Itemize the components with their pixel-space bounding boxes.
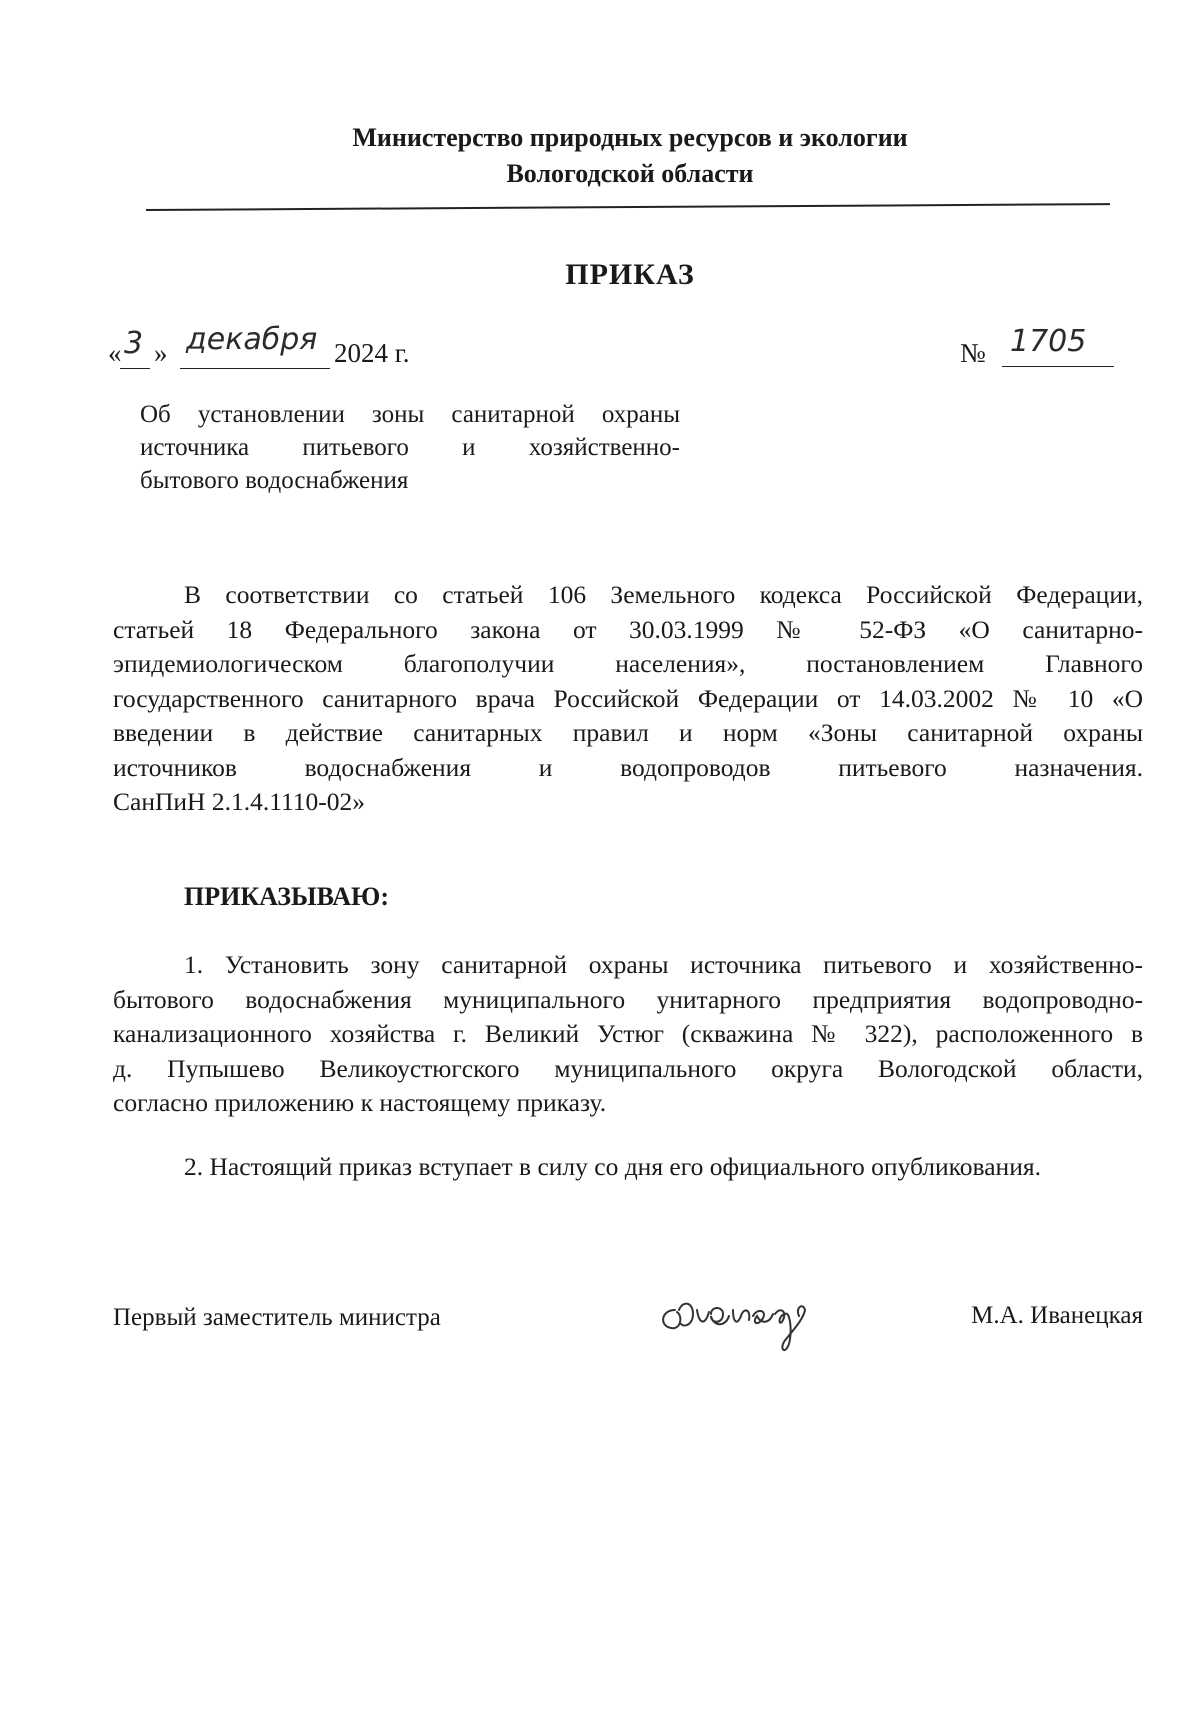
organization-name-line1: Министерство природных ресурсов и экологии [352,123,908,152]
handwritten-signature [653,1280,853,1360]
preamble-line: эпидемиологическом благополучии населения», постановлением Главного [113,649,1143,678]
date-year: 2024 г. [334,338,410,368]
item-line: канализационного хозяйства г. Великий Устюг (скважина № 322), расположенного в [113,1019,1143,1048]
item-line: д. Пупышево Великоустюгского муниципального округа Вологодской области, [113,1053,1143,1083]
signatory-name: М.А. Иванецкая [971,1302,1143,1329]
item-line: 2. Настоящий приказ вступает в силу со дня его официального опубликования. [184,1152,1041,1181]
number-handwritten: 1705 [1010,324,1087,359]
item-line: 1. Установить зону санитарной охраны источника питьевого и хозяйственно- [184,950,1143,979]
date-day-underline [120,368,150,369]
date-day-handwritten: 3 [124,326,144,361]
preamble-line: В соответствии со статьей 106 Земельного кодекса Российской Федерации, [184,580,1143,609]
order-directive-heading: ПРИКАЗЫВАЮ: [184,882,389,911]
header-divider [146,203,1110,211]
date-open-quote: « [108,338,122,368]
number-underline [1002,366,1114,367]
preamble-line: источников водоснабжения и водопроводов питьевого назначения. [113,752,1143,782]
preamble-line: СанПиН 2.1.4.1110-02» [113,787,366,816]
number-sign: № [960,338,986,368]
item-line: бытового водоснабжения муниципального унитарного предприятия водопроводно- [113,984,1143,1014]
order-item-2 [113,1150,1143,1185]
order-item-1 [113,948,1143,1121]
date-month-handwritten: декабря [186,322,318,357]
preamble-paragraph [113,578,1143,820]
preamble-line: государственного санитарного врача Российской Федерации от 14.03.2002 № 10 «О [113,683,1143,713]
order-date [108,322,488,370]
date-close-quote: » [154,338,168,368]
preamble-line: статьей 18 Федерального закона от 30.03.1999 № 52-ФЗ «О санитарно- [113,614,1143,644]
organization-name-line2: Вологодской области [506,159,754,188]
order-number [960,324,1130,370]
subject-line: Об установлении зоны санитарной охраны [140,401,680,428]
order-subject [140,398,680,497]
preamble-line: введении в действие санитарных правил и норм «Зоны санитарной охраны [113,718,1143,747]
subject-line: бытового водоснабжения [140,467,409,494]
document-title: ПРИКАЗ [565,258,695,291]
signatory-position: Первый заместитель министра [113,1304,441,1331]
signature-block [113,1290,1143,1350]
subject-line: источника питьевого и хозяйственно- [140,434,680,461]
date-month-underline [180,368,330,369]
item-line: согласно приложению к настоящему приказу. [113,1088,607,1117]
